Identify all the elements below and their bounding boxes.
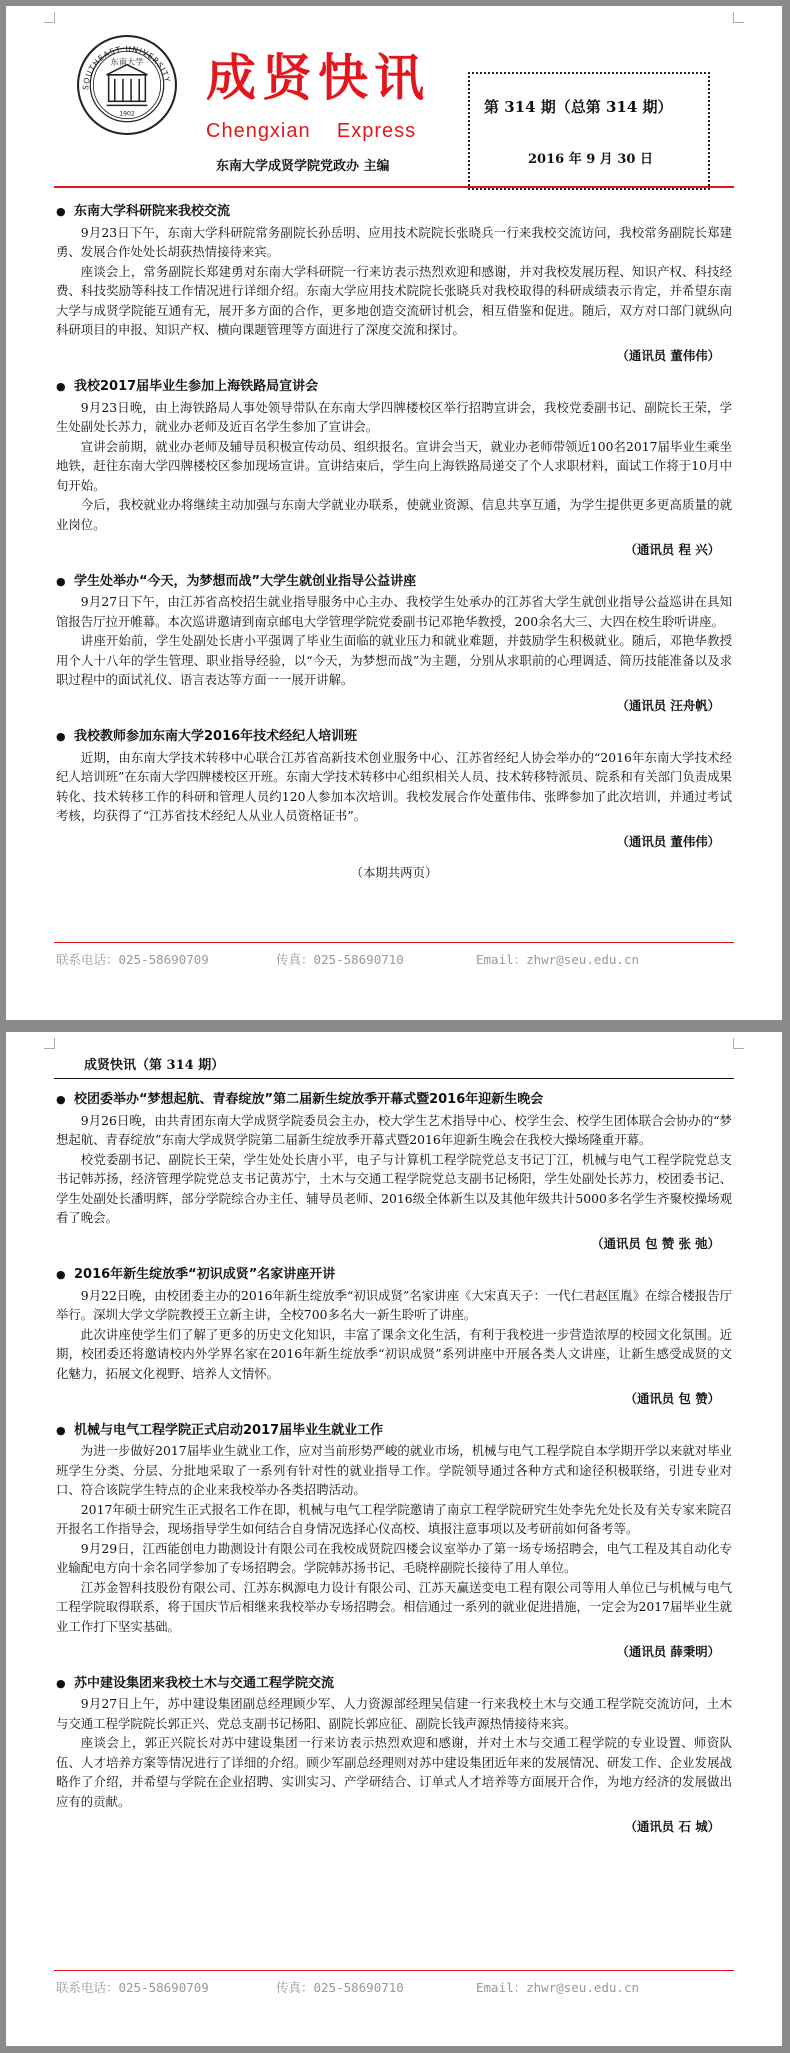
footer-email: Email：zhwr@seu.edu.cn xyxy=(476,1980,640,1995)
article-paragraph: 9月23日下午，东南大学科研院常务副院长孙岳明、应用技术院院长张晓兵一行来我校交流访问，我校常务副院长郑建勇、发展合作处处长胡荻热情接待来宾。 xyxy=(56,224,732,259)
page2-articles xyxy=(56,1090,732,1849)
article xyxy=(56,1090,732,1253)
footer-divider xyxy=(54,942,734,943)
article xyxy=(56,202,732,365)
page1-articles xyxy=(56,202,732,883)
article-reporter: （通讯员 包 赞 张 弛） xyxy=(591,1235,720,1251)
issue-date: 2016 年 9 月 30 日 xyxy=(528,152,653,167)
svg-text:SOUTHEAST UNIVERSITY: SOUTHEAST UNIVERSITY xyxy=(81,44,173,91)
article-paragraph: 9月22日晚，由校团委主办的2016年新生绽放季“初识成贤”名家讲座《大宋真天子：一代仁君赵匡胤》在综合楼报告厅举行。深圳大学文学院教授王立新主讲，全校700多名大一新生聆听了讲座。 xyxy=(56,1287,732,1322)
article-title: ● 苏中建设集团来我校土木与交通工程学院交流 xyxy=(56,1674,732,1694)
footer xyxy=(56,950,732,968)
crop-mark xyxy=(733,12,744,23)
article-reporter: （通讯员 包 赞） xyxy=(624,1391,720,1406)
article-paragraph: 为进一步做好2017届毕业生就业工作，应对当前形势严峻的就业市场，机械与电气工程学院自本学期开学以来就对毕业班学生分类、分层、分批地采取了一系列有针对性的就业指导工作。学院领导通过各种方式和途径积极联络，引进专业对口、符合该院学生特点的企业来我校举办各类招聘活动。 xyxy=(56,1443,732,1497)
header-rule xyxy=(54,1078,734,1079)
article-paragraph: 讲座开始前，学生处副处长唐小平强调了毕业生面临的就业压力和就业难题，并鼓励学生积极就业。随后，邓艳华教授用个人十八年的学生管理、职业指导经验，以“今天，为梦想而战”为主题，分别从求职前的心理调适、简历技能准备以及求职过程中的面试礼仪、语言表达等方面一一展开讲解。 xyxy=(56,633,732,687)
article-paragraph: 9月23日晚，由上海铁路局人事处领导带队在东南大学四牌楼校区举行招聘宣讲会，我校党委副书记、副院长王荣，学生处副处长苏力，就业办老师及近百名学生参加了宣讲会。 xyxy=(56,399,732,434)
article-title: ● 学生处举办“今天，为梦想而战”大学生就创业指导公益讲座 xyxy=(56,572,732,592)
crop-mark xyxy=(733,1038,744,1049)
article-paragraph: 座谈会上，郭正兴院长对苏中建设集团一行来访表示热烈欢迎和感谢，并对土木与交通工程学院的专业设置、师资队伍、人才培养方案等情况进行了详细的介绍。顾少军副总经理则对苏中建设集团近年来的发展情况、研发工作、企业发展战略作了介绍，并希望与学院在企业招聘、实训实习、产学研结合、订单式人才培养等方面展开合作，为地方经济的发展做出应有的贡献。 xyxy=(56,1735,732,1809)
issue-box xyxy=(468,72,710,190)
article-paragraph: 近期，由东南大学技术转移中心联合江苏省高新技术创业服务中心、江苏省经纪人协会举办的“2016年东南大学技术经纪人培训班”在东南大学四牌楼校区开班。东南大学技术转移中心组织相关人员、技术转移特派员、院系和有关部门负责成果转化、技术转移工作的科研和管理人员约120人参加本次培训。我校发展合作处董伟伟、张晔参加了此次培训，并通过考试考核，均获得了“江苏省技术经纪人从业人员资格证书”。 xyxy=(56,749,732,823)
page-1 xyxy=(6,6,782,1020)
article-paragraph: 此次讲座使学生们了解了更多的历史文化知识，丰富了课余文化生活，有利于我校进一步营造浓厚的校园文化氛围。近期，校团委还将邀请校内外学界名家在2016年新生绽放季“初识成贤”系列讲座中开展各类人文讲座，让新生感受成贤的文化魅力，拓展文化视野、培养人文情怀。 xyxy=(56,1326,732,1381)
article-title: ● 我校2017届毕业生参加上海铁路局宣讲会 xyxy=(56,377,732,397)
article-reporter: （通讯员 董伟伟） xyxy=(616,347,720,363)
article-paragraph: 9月29日，江西能创电力勘测设计有限公司在我校成贤院四楼会议室举办了第一场专场招聘会，电气工程及其自动化专业输配电方向十余名同学参加了专场招聘会。学院韩苏扬书记、毛晓梓副院长接待了用人单位。 xyxy=(56,1540,732,1575)
article xyxy=(56,1265,732,1409)
header-divider xyxy=(54,186,734,188)
footer xyxy=(56,1978,732,1996)
article-paragraph: 2017年硕士研究生正式报名工作在即，机械与电气工程学院邀请了南京工程学院研究生处李先允处长及有关专家来院召开报名工作指导会，现场指导学生如何结合自身情况选择心仪高校、填报注意事项以及考研前如何备考等。 xyxy=(56,1501,732,1536)
issue-number: 第 314 期（总第 314 期） xyxy=(484,98,673,116)
article-reporter: （通讯员 石 城） xyxy=(624,1819,720,1834)
footer-email: Email：zhwr@seu.edu.cn xyxy=(476,952,640,967)
footer-phone: 联系电话：025-58690709 xyxy=(56,952,209,967)
crop-mark xyxy=(44,1038,55,1049)
article-title: ● 我校教师参加东南大学2016年技术经纪人培训班 xyxy=(56,727,732,747)
article xyxy=(56,377,732,560)
article xyxy=(56,727,732,851)
crop-mark xyxy=(44,12,55,23)
footer-divider xyxy=(54,1970,734,1971)
article-paragraph: 今后，我校就业办将继续主动加强与东南大学就业办联系，使就业资源、信息共享互通，为学生提供更多更高质量的就业岗位。 xyxy=(56,497,732,532)
article-title: ● 2016年新生绽放季“初识成贤”名家讲座开讲 xyxy=(56,1265,732,1285)
article-paragraph: 江苏金智科技股份有限公司、江苏东枫源电力设计有限公司、江苏天赢送变电工程有限公司等用人单位已与机械与电气工程学院取得联系，将于国庆节后相继来我校举办专场招聘会。相信通过一系列的就业促进措施，一定会为2017届毕业生就业工作打下坚实基础。 xyxy=(56,1579,732,1634)
article-reporter: （通讯员 程 兴） xyxy=(624,542,720,557)
page-2 xyxy=(6,1032,782,2046)
svg-text:东南大学: 东南大学 xyxy=(110,56,144,67)
article-title: ● 校团委举办“梦想起航、青春绽放”第二届新生绽放季开幕式暨2016年迎新生晚会 xyxy=(56,1090,732,1110)
article xyxy=(56,572,732,716)
publisher: 东南大学成贤学院党政办 主编 xyxy=(216,159,390,174)
article xyxy=(56,1674,732,1837)
article-title: ● 东南大学科研院来我校交流 xyxy=(56,202,732,222)
article-reporter: （通讯员 汪舟帆） xyxy=(616,697,720,713)
article-paragraph: 9月27日上午，苏中建设集团副总经理顾少军、人力资源部经理吴信建一行来我校土木与交通工程学院交流访问，土木与交通工程学院院长郭正兴、党总支副书记杨阳、副院长郭应征、副院长钱声源热情接待来宾。 xyxy=(56,1696,732,1731)
newsletter-title: 成贤快讯 xyxy=(206,49,430,107)
article-reporter: （通讯员 薛秉明） xyxy=(616,1644,720,1659)
article-paragraph: 9月26日晚，由共青团东南大学成贤学院委员会主办，校大学生艺术指导中心、校学生会、校学生团体联合会协办的“梦想起航、青春绽放”东南大学成贤学院第二届新生绽放季开幕式暨2016年迎新生晚会在我校大操场隆重开幕。 xyxy=(56,1112,732,1147)
article-paragraph: 校党委副书记、副院长王荣，学生处处长唐小平，电子与计算机工程学院党总支书记丁江，机械与电气工程学院党总支书记韩苏扬，经济管理学院党总支书记黄苏宁，土木与交通工程学院党总支副书记杨阳，学生处副处长苏力，校团委书记、学生处副处长潘明辉，部分学院综合办主任、辅导员老师、2016级全体新生以及其他年级共计5000多名学生齐聚校操场观看了晚会。 xyxy=(56,1151,732,1225)
university-seal-logo xyxy=(76,34,178,136)
newsletter-title-en: Chengxian Express xyxy=(206,120,417,142)
footer-fax: 传真：025-58690710 xyxy=(276,952,404,967)
article-paragraph: 座谈会上，常务副院长郑建勇对东南大学科研院一行来访表示热烈欢迎和感谢，并对我校发展历程、知识产权、科技经费、科技奖励等科技工作情况进行详细介绍。东南大学应用技术院院长张晓兵对我校取得的科研成绩表示肯定，并希望东南大学与成贤学院能互通有无，展开多方面的合作，更多地创造交流研讨机会，相互借鉴和促进。随后，双方对口部门就纵向科研项目的申报、知识产权、横向课题管理等方面进行了深度交流和探讨。 xyxy=(56,263,732,337)
svg-text:1902: 1902 xyxy=(119,110,135,118)
page-count-note: （本期共两页） xyxy=(350,865,438,880)
footer-fax: 传真：025-58690710 xyxy=(276,1980,404,1995)
article xyxy=(56,1421,732,1662)
footer-phone: 联系电话：025-58690709 xyxy=(56,1980,209,1995)
masthead xyxy=(76,24,736,184)
article-paragraph: 9月27日下午，由江苏省高校招生就业指导服务中心主办、我校学生处承办的江苏省大学生就创业指导公益巡讲在具知馆报告厅拉开帷幕。本次巡讲邀请到南京邮电大学管理学院党委副书记邓艳华教授，200余名大三、大四在校生聆听讲座。 xyxy=(56,594,732,629)
running-header: 成贤快讯（第 314 期） xyxy=(84,1058,225,1073)
article-title: ● 机械与电气工程学院正式启动2017届毕业生就业工作 xyxy=(56,1421,732,1441)
article-reporter: （通讯员 董伟伟） xyxy=(616,833,720,849)
article-paragraph: 宣讲会前期，就业办老师及辅导员积极宣传动员、组织报名。宣讲会当天，就业办老师带领近100名2017届毕业生乘坐地铁，赶往东南大学四牌楼校区参加现场宣讲。宣讲结束后，学生向上海铁路局递交了个人求职材料，面试工作将于10月中旬开始。 xyxy=(56,438,732,493)
